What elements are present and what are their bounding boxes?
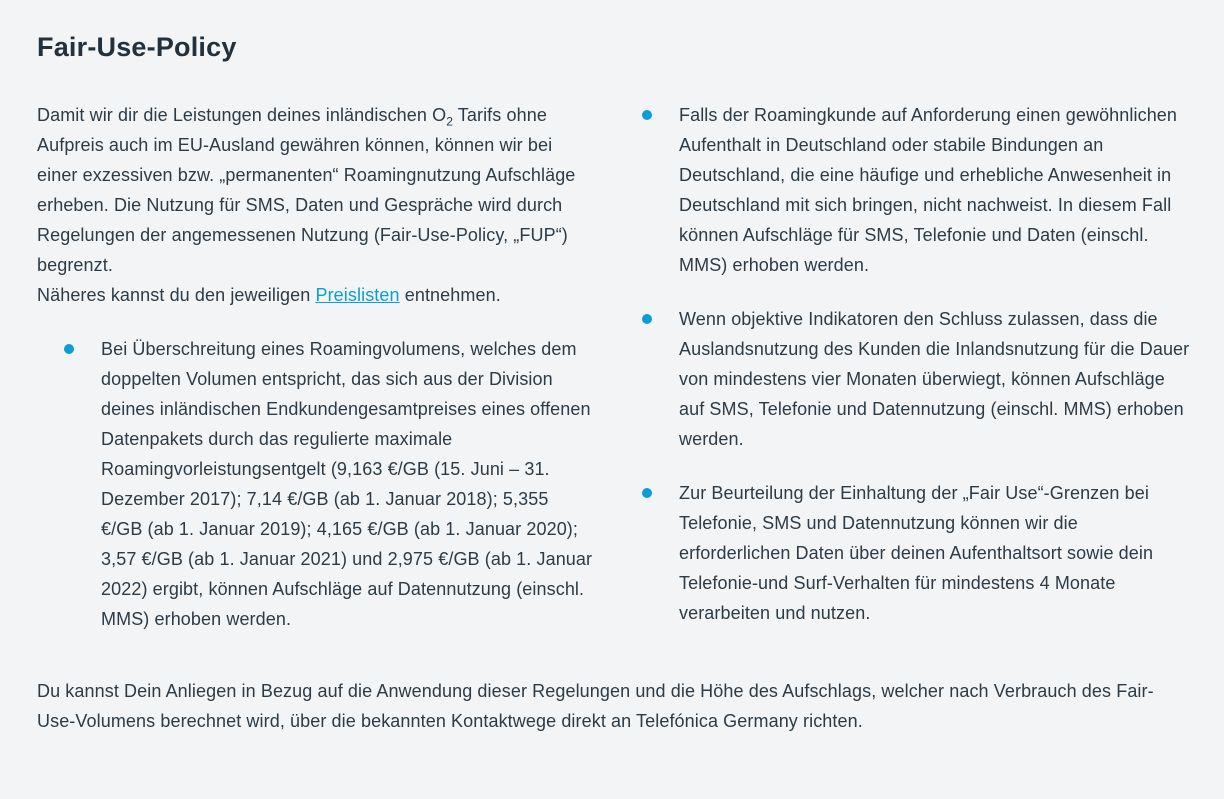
intro-text-part1: Damit wir dir die Leistungen deines inländischen O bbox=[37, 105, 447, 125]
bullet-dot-icon bbox=[64, 344, 74, 354]
page-title: Fair-Use-Policy bbox=[37, 32, 237, 62]
preislisten-link[interactable]: Preislisten bbox=[315, 285, 400, 305]
right-bullet-list bbox=[641, 100, 1190, 628]
list-item bbox=[63, 334, 593, 634]
note-text-after: entnehmen. bbox=[399, 285, 501, 305]
o2-subscript: 2 bbox=[446, 114, 453, 129]
list-item bbox=[641, 478, 1190, 628]
footer-paragraph: Du kannst Dein Anliegen in Bezug auf die Anwendung dieser Regelungen und die Höhe des Aufschlags, welcher nach Verbrauch des Fair-Use-Volumens berechnet wird, über die bekannten Kontaktwege direkt an Telefónica Germany richten. bbox=[37, 681, 1154, 731]
list-item bbox=[641, 100, 1190, 280]
intro-paragraph bbox=[37, 100, 593, 280]
right-column bbox=[641, 100, 1190, 628]
left-bullet-list bbox=[63, 334, 593, 634]
bullet-dot-icon bbox=[642, 110, 652, 120]
bullet-text: Bei Überschreitung eines Roamingvolumens, welches dem doppelten Volumen entspricht, das sich aus der Division deines inländischen Endkundengesamtpreises eines offenen Datenpakets durch das regulierte maximale Roamingvorleistungsentgelt (9,163 €/GB (15. Juni – 31. Dezember 2017); 7,14 €/GB (ab 1. Januar 2018); 5,355 €/GB (ab 1. Januar 2019); 4,165 €/GB (ab 1. Januar 2020); 3,57 €/GB (ab 1. Januar 2021) und 2,975 €/GB (ab 1. Januar 2022) ergibt, können Aufschläge auf Datennutzung (einschl. MMS) erhoben werden. bbox=[101, 339, 593, 629]
content-columns bbox=[37, 100, 1190, 634]
bullet-dot-icon bbox=[642, 488, 652, 498]
note-text-before: Näheres kannst du den jeweiligen bbox=[37, 285, 316, 305]
bullet-text: Falls der Roamingkunde auf Anforderung einen gewöhnlichen Aufenthalt in Deutschland oder stabile Bindungen an Deutschland, die eine häufige und erhebliche Anwesenheit in Deutschland mit sich bringen, nicht nachweist. In diesem Fall können Aufschläge für SMS, Telefonie und Daten (einschl. MMS) erhoben werden. bbox=[679, 105, 1178, 275]
intro-text-part2: Tarifs ohne Aufpreis auch im EU-Ausland gewähren können, können wir bei einer exzessiven bzw. „permanenten“ Roamingnutzung Aufschläge erheben. Die Nutzung für SMS, Daten und Gespräche wird durch Regelungen der angemessenen Nutzung (Fair-Use-Policy, „FUP“) begrenzt. bbox=[37, 105, 576, 275]
pricelist-note bbox=[37, 280, 593, 310]
bullet-dot-icon bbox=[642, 314, 652, 324]
bullet-text: Zur Beurteilung der Einhaltung der „Fair Use“-Grenzen bei Telefonie, SMS und Datennutzung können wir die erforderlichen Daten über deinen Aufenthaltsort sowie dein Telefonie-und Surf-Verhalten für mindestens 4 Monate verarbeiten und nutzen. bbox=[679, 483, 1154, 623]
bullet-text: Wenn objektive Indikatoren den Schluss zulassen, dass die Auslandsnutzung des Kunden die Inlandsnutzung für die Dauer von mindestens vier Monaten überwiegt, können Aufschläge auf SMS, Telefonie und Datennutzung (einschl. MMS) erhoben werden. bbox=[679, 309, 1190, 449]
left-column bbox=[37, 100, 593, 634]
list-item bbox=[641, 304, 1190, 454]
